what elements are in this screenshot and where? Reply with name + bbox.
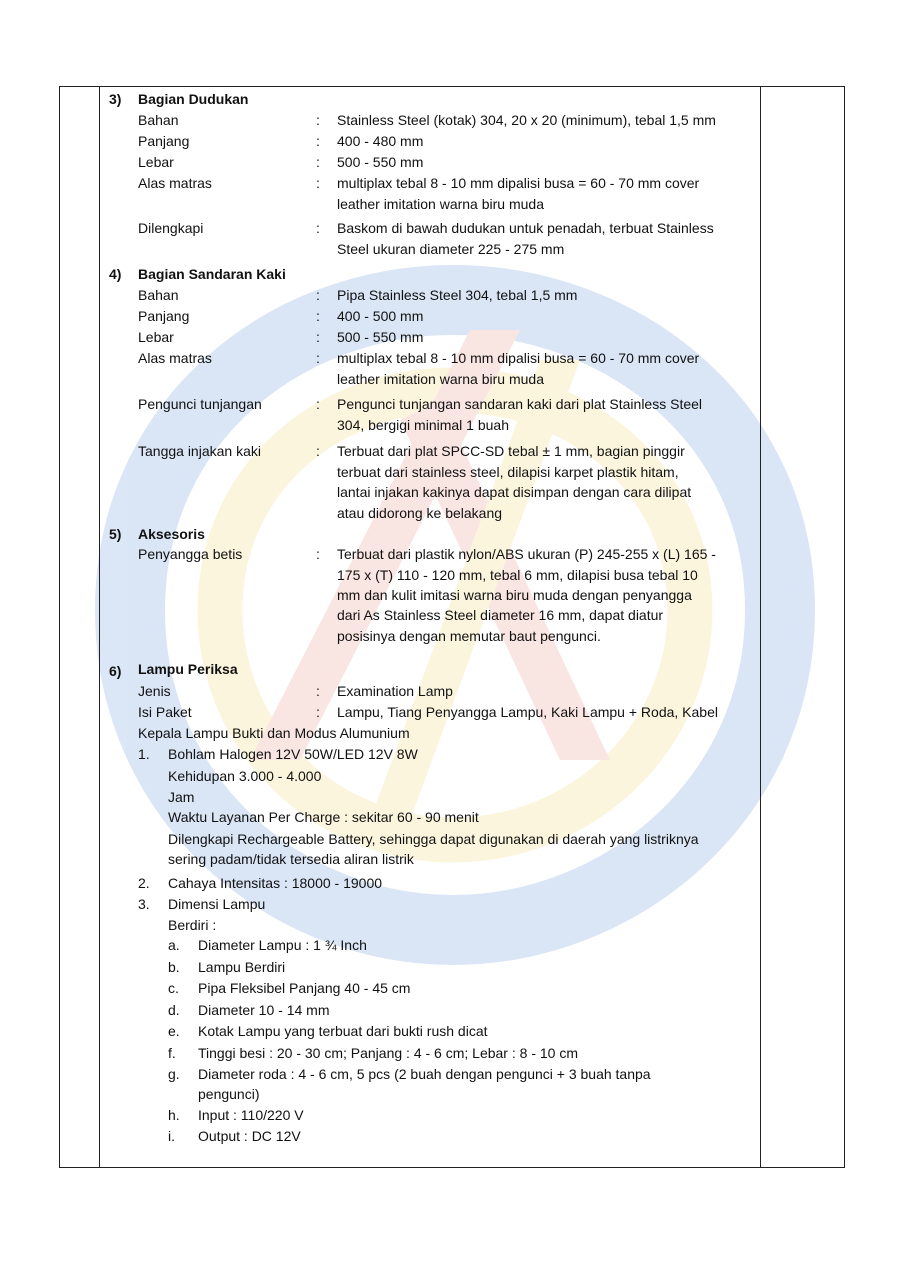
section-number: 4) <box>109 266 122 282</box>
list-marker: 1. <box>138 746 150 762</box>
spec-value: mm dan kulit imitasi warna biru muda dengan penyangga <box>337 587 692 603</box>
spec-value: Pipa Stainless Steel 304, tebal 1,5 mm <box>337 287 578 303</box>
list-item: Dilengkapi Rechargeable Battery, sehingga dapat digunakan di daerah yang listriknya <box>168 831 699 847</box>
list-marker: g. <box>168 1066 180 1082</box>
list-item: Kotak Lampu yang terbuat dari bukti rush dicat <box>198 1023 488 1039</box>
spec-label: Pengunci tunjangan <box>138 396 262 412</box>
list-item: Output : DC 12V <box>198 1128 301 1144</box>
list-item: Diameter Lampu : 1 ¾ Inch <box>198 937 367 953</box>
spec-label: Jenis <box>138 683 171 699</box>
list-marker: d. <box>168 1002 180 1018</box>
colon: : <box>316 350 320 366</box>
spec-value: 400 - 480 mm <box>337 133 424 149</box>
spec-value: 500 - 550 mm <box>337 154 424 170</box>
colon: : <box>316 546 320 562</box>
spec-value: posisinya dengan memutar baut pengunci. <box>337 628 601 644</box>
list-item: Kehidupan 3.000 - 4.000 <box>168 768 322 784</box>
colon: : <box>316 683 320 699</box>
list-marker: f. <box>168 1045 176 1061</box>
list-item: Dimensi Lampu <box>168 896 266 912</box>
spec-value: 175 x (T) 110 - 120 mm, tebal 6 mm, dilapisi busa tebal 10 <box>337 567 698 583</box>
spec-value: dari As Stainless Steel diameter 16 mm, dapat diatur <box>337 607 664 623</box>
list-marker: c. <box>168 980 179 996</box>
spec-value: terbuat dari stainless steel, dilapisi karpet plastik hitam, <box>337 464 679 480</box>
column-divider-left <box>99 87 100 1167</box>
spec-value: leather imitation warna biru muda <box>337 196 544 212</box>
section-title: Lampu Periksa <box>138 661 238 677</box>
spec-label: Dilengkapi <box>138 220 204 236</box>
list-marker: 3. <box>138 896 150 912</box>
colon: : <box>316 287 320 303</box>
list-item: Berdiri : <box>168 917 217 933</box>
spec-value: lantai injakan kakinya dapat disimpan dengan cara dilipat <box>337 484 692 500</box>
list-item: Diameter roda : 4 - 6 cm, 5 pcs (2 buah dengan pengunci + 3 buah tanpa <box>198 1066 651 1082</box>
list-marker: 2. <box>138 875 150 891</box>
spec-label: Lebar <box>138 154 174 170</box>
list-marker: b. <box>168 959 180 975</box>
spec-value: 400 - 500 mm <box>337 308 424 324</box>
spec-value: Stainless Steel (kotak) 304, 20 x 20 (minimum), tebal 1,5 mm <box>337 112 716 128</box>
spec-label: Tangga injakan kaki <box>138 443 261 459</box>
list-marker: h. <box>168 1107 180 1123</box>
list-item: Input : 110/220 V <box>198 1107 304 1123</box>
list-item: Jam <box>168 789 195 805</box>
spec-label: Panjang <box>138 133 190 149</box>
list-item: Diameter 10 - 14 mm <box>198 1002 330 1018</box>
colon: : <box>316 308 320 324</box>
colon: : <box>316 704 320 720</box>
spec-value: leather imitation warna biru muda <box>337 371 544 387</box>
list-item: Tinggi besi : 20 - 30 cm; Panjang : 4 - 6 cm; Lebar : 8 - 10 cm <box>198 1045 578 1061</box>
colon: : <box>316 112 320 128</box>
colon: : <box>316 220 320 236</box>
section-title: Bagian Sandaran Kaki <box>138 266 286 282</box>
spec-value: 500 - 550 mm <box>337 329 424 345</box>
spec-value: Terbuat dari plastik nylon/ABS ukuran (P) 245-255 x (L) 165 - <box>337 546 716 562</box>
section-number: 5) <box>109 526 122 542</box>
colon: : <box>316 443 320 459</box>
list-item: Bohlam Halogen 12V 50W/LED 12V 8W <box>168 746 418 762</box>
list-marker: i. <box>168 1128 175 1144</box>
spec-value: multiplax tebal 8 - 10 mm dipalisi busa = 60 - 70 mm cover <box>337 350 700 366</box>
spec-value: Lampu, Tiang Penyangga Lampu, Kaki Lampu + Roda, Kabel <box>337 704 718 720</box>
spec-value: atau didorong ke belakang <box>337 505 503 521</box>
spec-label: Penyangga betis <box>138 546 243 562</box>
spec-value: Pengunci tunjangan sandaran kaki dari plat Stainless Steel <box>337 396 703 412</box>
spec-value: Baskom di bawah dudukan untuk penadah, terbuat Stainless <box>337 220 714 236</box>
list-item: sering padam/tidak tersedia aliran listrik <box>168 851 414 867</box>
colon: : <box>316 175 320 191</box>
column-divider-right <box>760 87 761 1167</box>
list-item: Lampu Berdiri <box>198 959 286 975</box>
spec-label: Isi Paket <box>138 704 192 720</box>
spec-label: Alas matras <box>138 175 212 191</box>
list-marker: a. <box>168 937 180 953</box>
spec-label: Lebar <box>138 329 174 345</box>
colon: : <box>316 154 320 170</box>
colon: : <box>316 396 320 412</box>
section-number: 6) <box>109 663 122 679</box>
spec-label: Panjang <box>138 308 190 324</box>
section-number: 3) <box>109 91 122 107</box>
spec-value: Steel ukuran diameter 225 - 275 mm <box>337 241 565 257</box>
section-title: Aksesoris <box>138 526 205 542</box>
list-item: Waktu Layanan Per Charge : sekitar 60 - 90 menit <box>168 809 479 825</box>
list-item: pengunci) <box>198 1086 260 1102</box>
spec-label: Alas matras <box>138 350 212 366</box>
list-marker: e. <box>168 1023 180 1039</box>
spec-value: Terbuat dari plat SPCC-SD tebal ± 1 mm, bagian pinggir <box>337 443 685 459</box>
list-item: Cahaya Intensitas : 18000 - 19000 <box>168 875 383 891</box>
spec-label: Bahan <box>138 112 179 128</box>
colon: : <box>316 329 320 345</box>
spec-value: 304, bergigi minimal 1 buah <box>337 417 509 433</box>
spec-value: Examination Lamp <box>337 683 453 699</box>
colon: : <box>316 133 320 149</box>
continuation-text: Kepala Lampu Bukti dan Modus Alumunium <box>138 725 410 741</box>
spec-value: multiplax tebal 8 - 10 mm dipalisi busa = 60 - 70 mm cover <box>337 175 700 191</box>
spec-label: Bahan <box>138 287 179 303</box>
section-title: Bagian Dudukan <box>138 91 249 107</box>
list-item: Pipa Fleksibel Panjang 40 - 45 cm <box>198 980 411 996</box>
specification-table <box>59 86 845 1168</box>
